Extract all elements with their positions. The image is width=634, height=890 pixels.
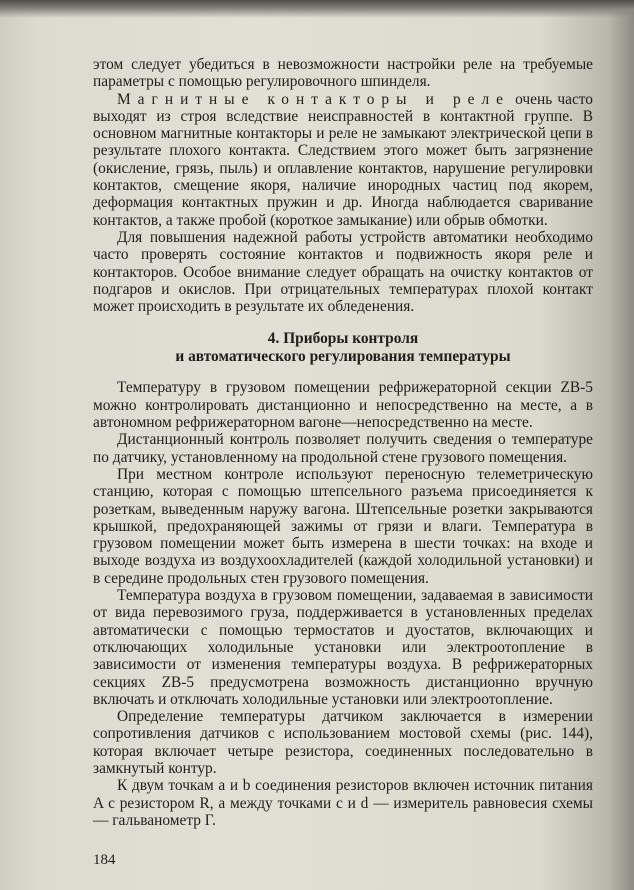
paragraph-sensor-measurement: Определение температуры датчиком заключается в измерении сопротивления датчиков с использованием мостовой схемы (рис. 144), которая включает четыре резистора, соединенных последовательно в замкнутый контур. [93, 708, 593, 777]
paragraph-bridge-circuit: К двум точкам a и b соединения резисторов включен источник питания A с резистором R, а между точками c и d — измеритель равновесия схемы — гальванометр Г. [93, 777, 593, 829]
paragraph-contactors-rest: очень часто выходят из строя вследствие неисправностей в контактной группе. В основном магнитные контакторы и реле не замыкают электрической цепи в результате плохого контакта. Следствием этого может быть загрязнение (окисление, грязь, пыль) и оплавление контактов, нарушение регулировки контактов, смещение якоря, наличие инородных частиц под якорем, деформация контактных пружин и др. Иногда наблюдается сваривание контактов, а также пробой (короткое замыкание) или обрыв обмотки. [93, 90, 593, 229]
paragraph-remote-control: Дистанционный контроль позволяет получить сведения о температуре по датчику, установленному на продольной стене грузового помещения. [93, 431, 593, 466]
page-number: 184 [93, 852, 116, 868]
paragraph-local-control: При местном контроле используют переносную телеметрическую станцию, которая с помощью штепсельного разъема присоединяется к розеткам, выведенным наружу вагона. Штепсельные розетки закрываются крышкой, предохраняющей зажимы от грязи и влаги. Температура в грузовом помещении может быть измерена в шести точках: на входе и выходе воздуха из воздухоохладителей (каждой холодильной установки) и в середине продольных стен грузового помещения. [93, 465, 593, 587]
spaced-lead-term: Магнитные контакторы и реле [117, 90, 510, 108]
paragraph-contactors [93, 91, 593, 229]
section-heading-line-1: 4. Приборы контроля [267, 330, 419, 348]
paragraph-continuation: этом следует убедиться в невозможности настройки реле на требуемые параметры с помощью регулировочного шпинделя. [93, 56, 593, 91]
paragraph-air-temperature: Температура воздуха в грузовом помещении, задаваемая в зависимости от вида перевозимого груза, поддерживается в установленных пределах автоматически с помощью термостатов и дуостатов, включающих и отключающих холодильные установки или электроотопление в зависимости от изменения температуры воздуха. В рефрижераторных секциях ZB-5 предусмотрена возможность дистанционно вручную включать и отключать холодильные установки или электроотопление. [93, 587, 593, 708]
page-body [93, 56, 593, 829]
paragraph-temperature-control: Температуру в грузовом помещении рефрижераторной секции ZB-5 можно контролировать дистанционно и непосредственно на месте, а в автономном рефрижераторном вагоне—непосредственно на месте. [93, 379, 593, 432]
section-heading-line-2: и автоматического регулирования температуры [175, 348, 511, 366]
page-top-shadow [0, 0, 634, 18]
section-heading [93, 330, 593, 366]
paragraph-reliability: Для повышения надежной работы устройств автоматики необходимо часто проверять состояние контактов и подвижность якоря реле и контакторов. Особое внимание следует обращать на очистку контактов от подгаров и окислов. При отрицательных температурах плохой контакт может происходить в результате их обледенения. [93, 228, 593, 316]
